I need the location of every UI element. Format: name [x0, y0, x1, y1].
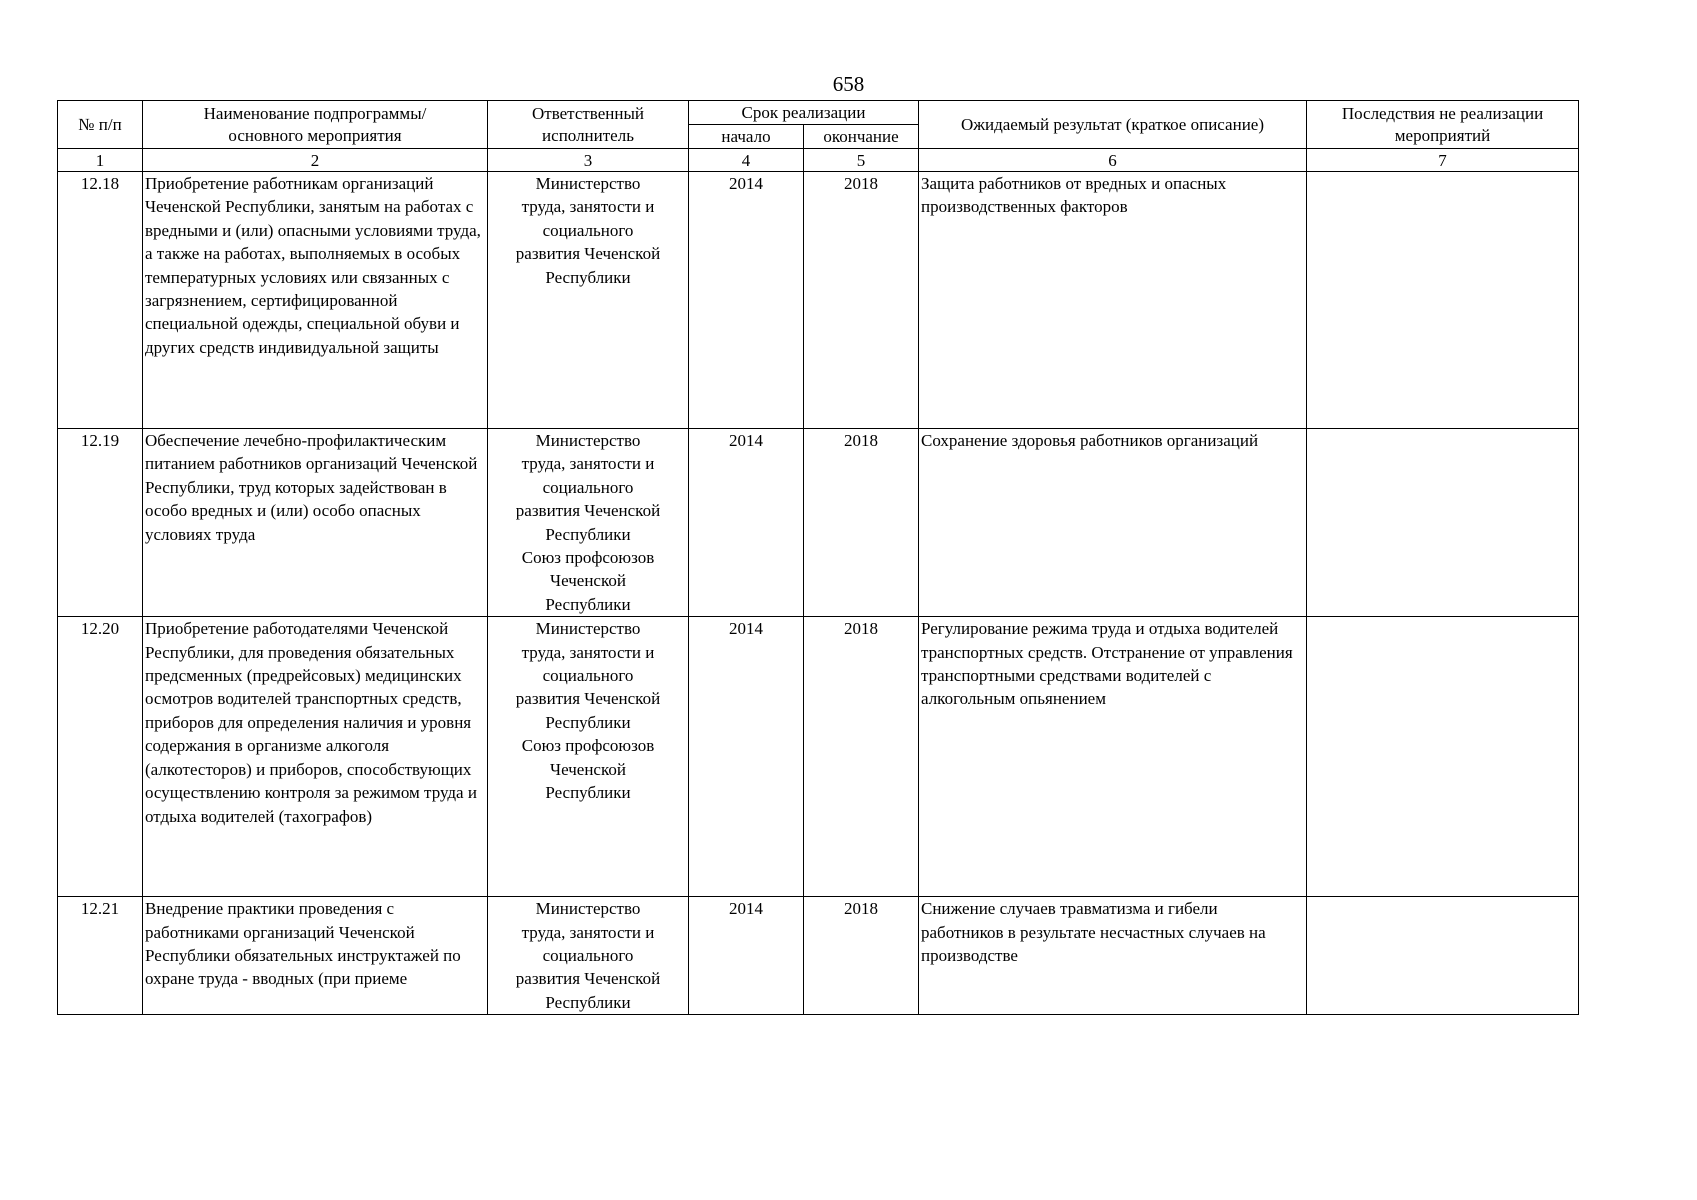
row-number: 12.20 [58, 617, 143, 897]
executor-line: развития Чеченской [515, 689, 661, 709]
header-name-line1: Наименование подпрограммы/ [203, 103, 427, 123]
executor-line: Республики [545, 267, 631, 287]
executor-line: социального [542, 477, 634, 497]
executor-line: труда, занятости и [521, 197, 655, 217]
table-row [58, 617, 1579, 897]
table-row [58, 897, 1579, 1015]
column-number: 7 [1307, 149, 1579, 172]
consequences [1307, 897, 1579, 1015]
end-year: 2018 [804, 172, 919, 429]
measure-name: Приобретение работникам организаций Чеченской Республики, занятым на работах с вредными и (или) опасными условиями труда, а также на работах, выполняемых в особых температурных условиях или связанных с загрязнением, сертифицированной специальной одежды, специальной обуви и других средств индивидуальной защиты [143, 172, 488, 429]
measure-name: Обеспечение лечебно-профилактическим питанием работников организаций Чеченской Республики, труд которых задействован в особо вредных и (или) особо опасных условиях труда [143, 429, 488, 617]
executor-cell [488, 897, 689, 1015]
header-consequences-line2: мероприятий [1394, 125, 1491, 145]
column-number: 5 [804, 149, 919, 172]
executor-line: Чеченской [550, 571, 626, 591]
page-number: 658 [832, 72, 865, 96]
header-executor-line2: исполнитель [542, 125, 634, 145]
end-year: 2018 [804, 429, 919, 617]
table-row [58, 172, 1579, 429]
executor-line: развития Чеченской [515, 244, 661, 264]
header-end: окончание [804, 125, 919, 149]
executor-cell [488, 617, 689, 897]
start-year: 2014 [689, 429, 804, 617]
header-row-1 [58, 101, 1579, 125]
end-year: 2018 [804, 617, 919, 897]
measure-name: Приобретение работодателями Чеченской Республики, для проведения обязательных предсменных (предрейсовых) медицинских осмотров водителей транспортных средств, приборов для определения наличия и уровня содержания в организме алкоголя (алкотесторов) и приборов, способствующих осуществлению контроля за режимом труда и отдыха водителей (тахографов) [143, 617, 488, 897]
executor-line: Республики [545, 594, 631, 614]
column-number-row [58, 149, 1579, 172]
executor-line: Республики [545, 783, 631, 803]
table-row [58, 429, 1579, 617]
executor-line: развития Чеченской [515, 501, 661, 521]
executor-line: Министерство [535, 174, 641, 193]
executor-line: Республики [545, 992, 631, 1012]
executor-line: Министерство [535, 619, 641, 639]
expected-result: Сохранение здоровья работников организаций [919, 429, 1307, 617]
end-year: 2018 [804, 897, 919, 1015]
executor-line: труда, занятости и [521, 454, 655, 474]
header-name [143, 101, 488, 149]
header-executor-line1: Ответственный [532, 103, 644, 123]
start-year: 2014 [689, 617, 804, 897]
consequences [1307, 429, 1579, 617]
column-number: 2 [143, 149, 488, 172]
header-consequences-line1: Последствия не реализации [1341, 103, 1544, 123]
header-executor [488, 101, 689, 149]
executor-line: Республики [545, 524, 631, 544]
header-num: № п/п [58, 101, 143, 149]
executor-line: социального [542, 220, 634, 240]
header-result: Ожидаемый результат (краткое описание) [919, 101, 1307, 149]
row-number: 12.19 [58, 429, 143, 617]
executor-line: Республики [545, 712, 631, 732]
column-number: 3 [488, 149, 689, 172]
executor-line: Чеченской [550, 759, 626, 779]
executor-line: труда, занятости и [521, 642, 655, 662]
executor-line: социального [542, 666, 634, 686]
measure-name: Внедрение практики проведения с работниками организаций Чеченской Республики обязательных инструктажей по охране труда - вводных (при приеме [143, 897, 488, 1015]
header-name-line2: основного мероприятия [228, 125, 402, 145]
executor-line: Союз профсоюзов [521, 736, 655, 756]
expected-result: Регулирование режима труда и отдыха водителей транспортных средств. Отстранение от управления транспортными средствами водителей с алкогольным опьянением [919, 617, 1307, 897]
consequences [1307, 617, 1579, 897]
header-period: Срок реализации [689, 101, 919, 125]
header-consequences [1307, 101, 1579, 149]
column-number: 4 [689, 149, 804, 172]
consequences [1307, 172, 1579, 429]
executor-line: Союз профсоюзов [521, 548, 655, 568]
executor-line: социального [542, 946, 634, 966]
column-number: 1 [58, 149, 143, 172]
executor-line: Министерство [535, 431, 641, 450]
executor-line: развития Чеченской [515, 969, 661, 989]
measures-table [57, 100, 1579, 1015]
start-year: 2014 [689, 172, 804, 429]
row-number: 12.21 [58, 897, 143, 1015]
row-number: 12.18 [58, 172, 143, 429]
executor-cell [488, 429, 689, 617]
executor-line: труда, занятости и [521, 922, 655, 942]
executor-line: Министерство [535, 899, 641, 919]
expected-result: Защита работников от вредных и опасных производственных факторов [919, 172, 1307, 429]
column-number: 6 [919, 149, 1307, 172]
executor-cell [488, 172, 689, 429]
start-year: 2014 [689, 897, 804, 1015]
expected-result: Снижение случаев травматизма и гибели работников в результате несчастных случаев на производстве [919, 897, 1307, 1015]
header-start: начало [689, 125, 804, 149]
